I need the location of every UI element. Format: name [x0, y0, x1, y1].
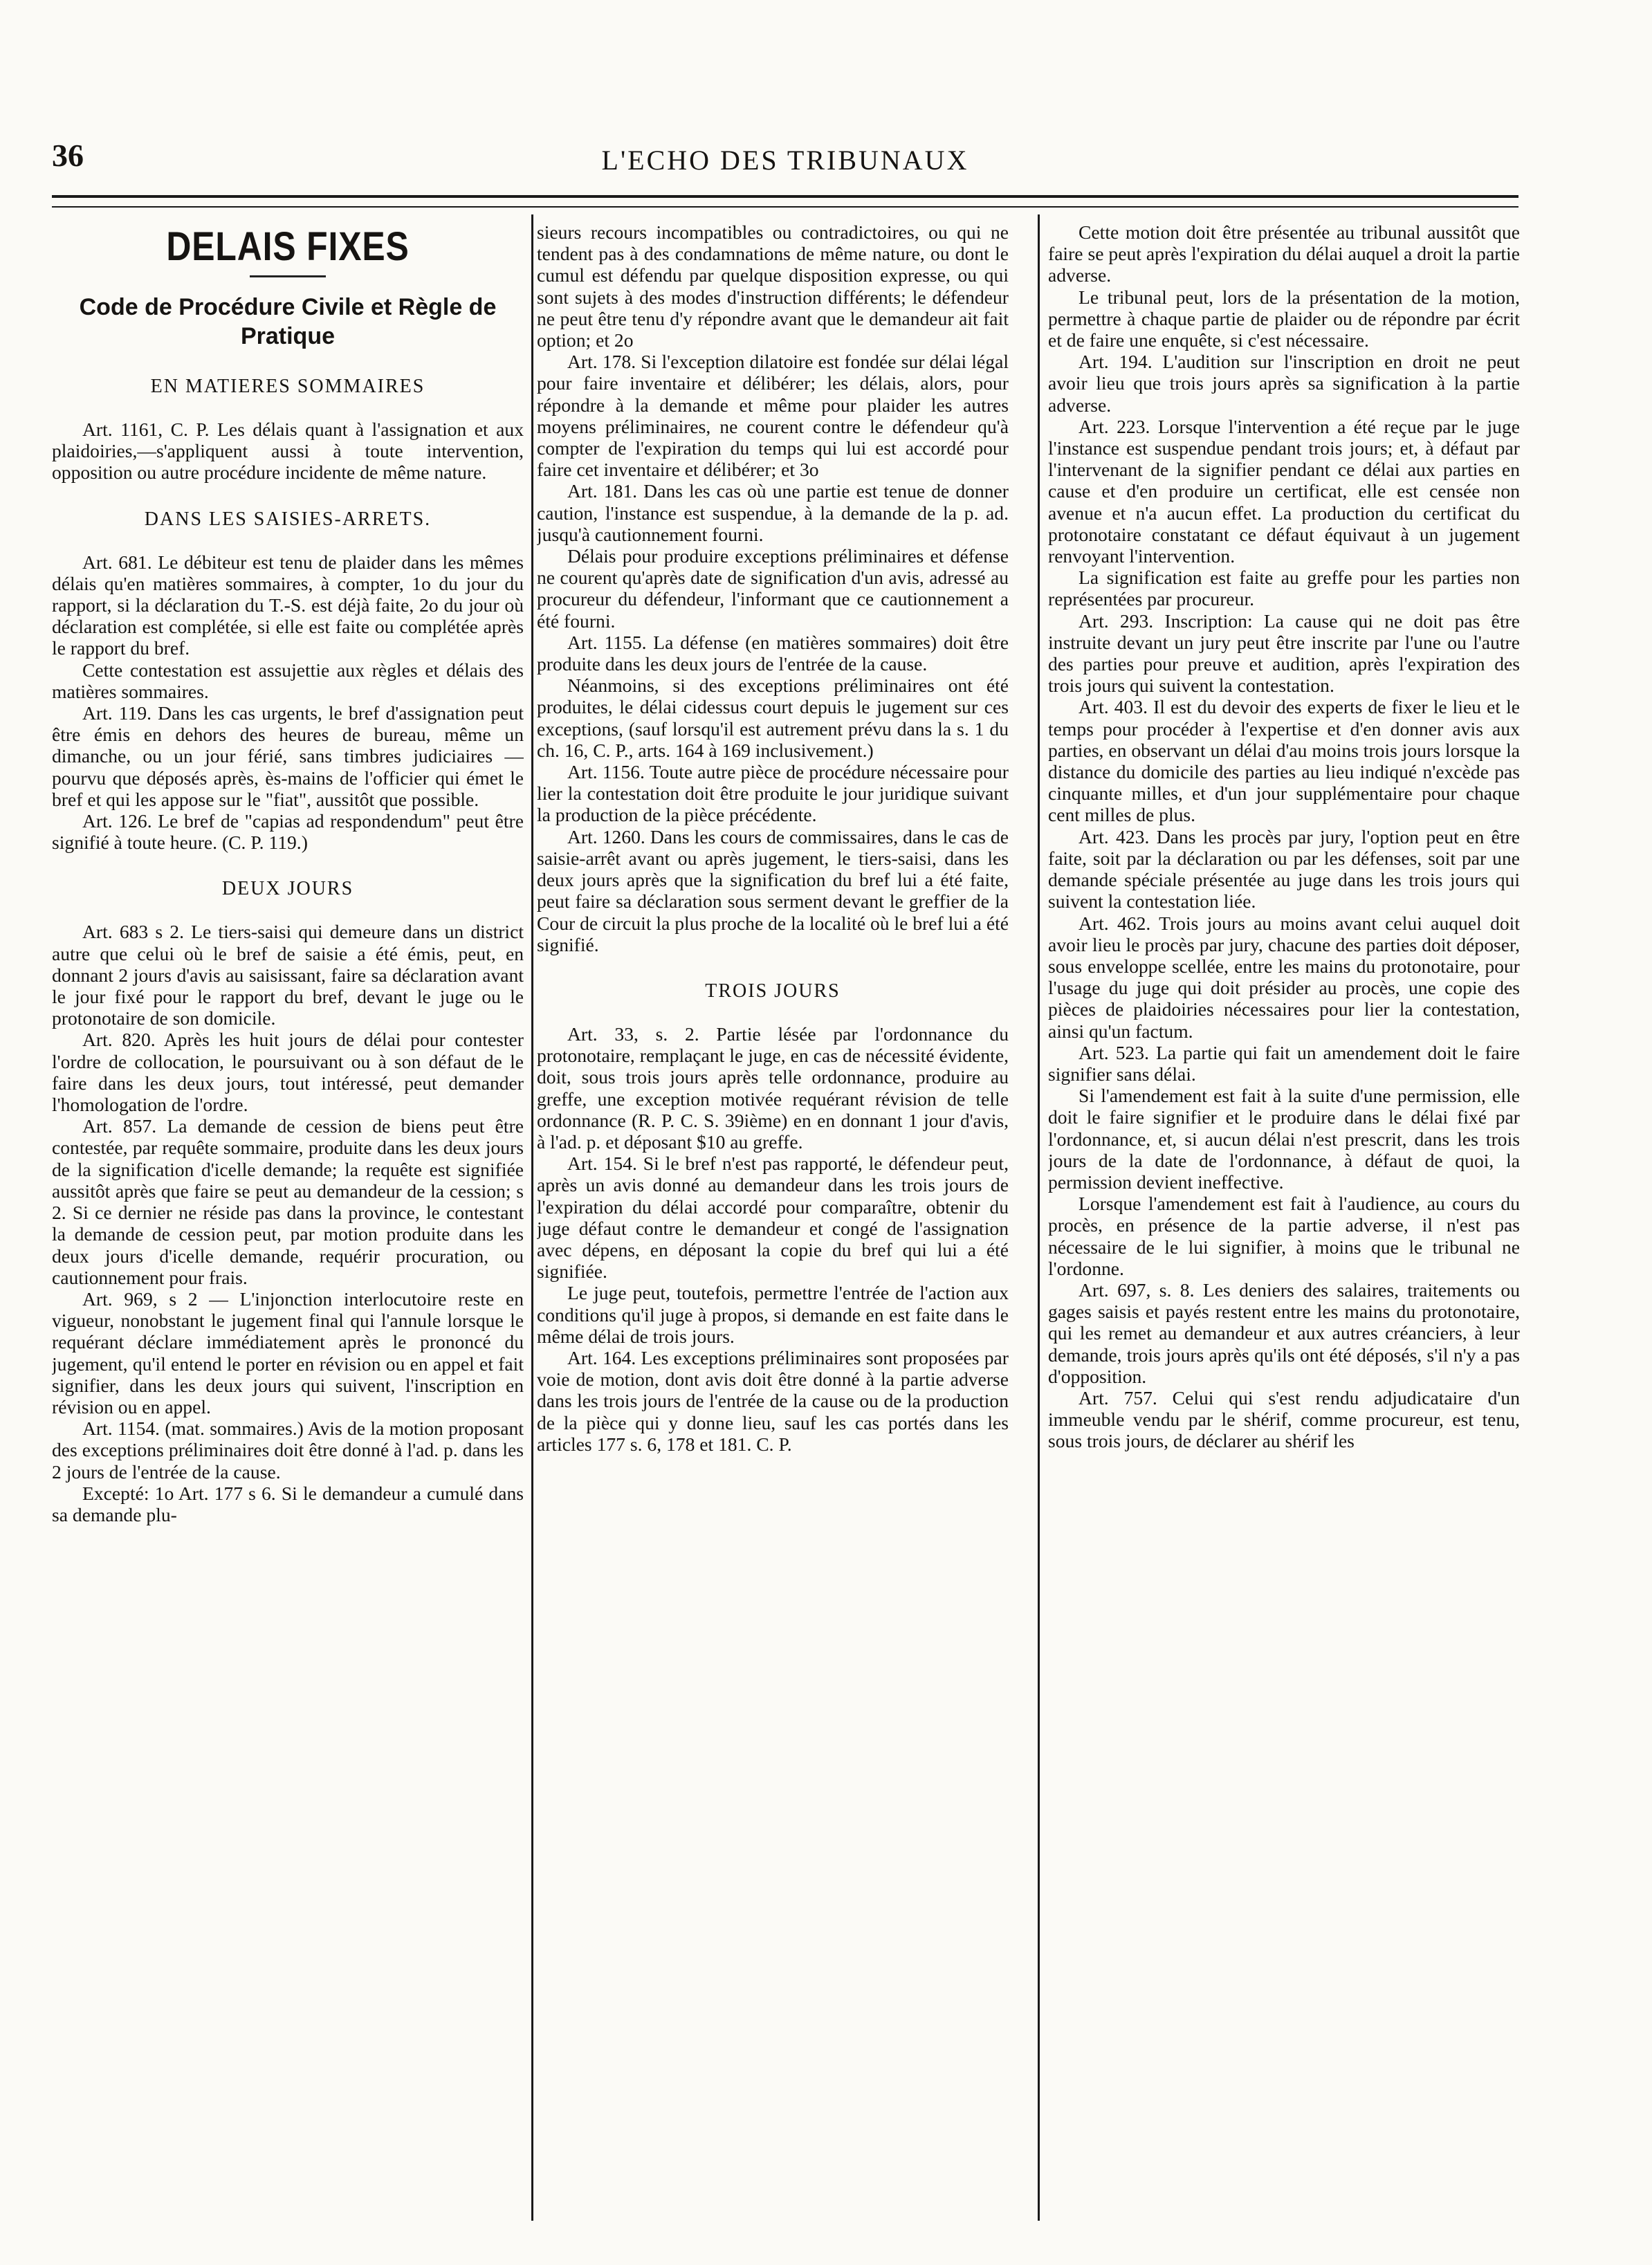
heading-trois-jours: TROIS JOURS [705, 980, 841, 1002]
column-3 [1048, 221, 1520, 2241]
article-paragraph: Le tribunal peut, lors de la présentation de la motion, permettre à chaque partie de plaider ou de répondre par écrit et de faire une enquête, si c'est nécessaire. [1048, 286, 1520, 351]
article-paragraph: La signification est faite au greffe pour les parties non représentées par procureur. [1048, 567, 1520, 610]
article-paragraph: Art. 1156. Toute autre pièce de procédure nécessaire pour lier la contestation doit être produite le jour juridique suivant la production de la pièce précédente. [537, 761, 1009, 826]
column-divider [1038, 214, 1040, 2221]
article-paragraph: Si l'amendement est fait à la suite d'une permission, elle doit le faire signifier et le produire dans le délai fixé par l'ordonnance, et, si aucun délai n'est prescrit, dans les trois jours de la date de l'ordonnance, à défaut de quoi, la permission devient ineffective. [1048, 1085, 1520, 1193]
article-paragraph: Cette contestation est assujettie aux règles et délais des matières sommaires. [52, 659, 524, 702]
article-paragraph: Art. 462. Trois jours au moins avant celui auquel doit avoir lieu le procès par jury, chacune des parties doit déposer, sous enveloppe scellée, entre les mains du protonotaire, pour l'usage du juge qui doit présider au procès, une copie des pièces de plaidoiries nécessaires pour lier la contestation, ainsi qu'un factum. [1048, 912, 1520, 1042]
column-1 [52, 221, 524, 2241]
article-paragraph: Art. 293. Inscription: La cause qui ne doit pas être instruite devant un jury peut être inscrite par l'une ou l'autre des parties pour preuve et audition, après l'expiration des trois jours qui suivent la contestation. [1048, 609, 1520, 697]
heading-matieres-sommaires: EN MATIERES SOMMAIRES [150, 376, 425, 397]
article-paragraph: Art. 119. Dans les cas urgents, le bref d'assignation peut être émis en dehors des heures de bureau, même un dimanche, ou un jour férié, sans timbres judiciaires — pourvu que déposés après, ès-mains de l'officier qui émet le bref et qui les appose sur le "fiat", aussitôt que possible. [52, 702, 524, 810]
article-paragraph: Art. 683 s 2. Le tiers-saisi qui demeure dans un district autre que celui où le bref de saisie a été émis, peut, en donnant 2 jours d'avis au saisissant, faire sa déclaration avant le jour fixé pour le rapport du bref, devant le juge ou le protonotaire de son domicile. [52, 921, 524, 1029]
section-subtitle: Code de Procédure Civile et Règle de Pratique [79, 294, 497, 349]
article-paragraph: Art. 194. L'audition sur l'inscription en droit ne peut avoir lieu que trois jours après sa signification à la partie adverse. [1048, 351, 1520, 416]
section-title: DELAIS FIXES [166, 224, 410, 269]
article-paragraph: Art. 154. Si le bref n'est pas rapporté, le défendeur peut, après un avis donné au demandeur dans les trois jours de l'expiration du délai accordé pour comparaître, obtenir du juge défaut contre le demandeur et congé de l'assignation avec dépens, en déposant la copie du bref qui lui a été signifiée. [537, 1153, 1009, 1283]
article-paragraph: Art. 1161, C. P. Les délais quant à l'assignation et aux plaidoiries,—s'appliquent aussi à toute intervention, opposition ou autre procédure incidente de même nature. [52, 419, 524, 484]
page-header [52, 131, 1518, 187]
article-paragraph: Néanmoins, si des exceptions préliminaires ont été produites, le délai cidessus court depuis le jugement sur ces exceptions, (sauf lorsqu'il est autrement prévu dans la s. 1 du ch. 16, C. P., arts. 164 à 169 inclusivement.) [537, 675, 1009, 761]
column-2 [537, 221, 1009, 2241]
article-paragraph: Art. 1260. Dans les cours de commissaires, dans le cas de saisie-arrêt avant ou après jugement, le tiers-saisi, dans les deux jours après que la signification du bref lui a été faite, peut faire sa déclaration sous serment devant le greffier de la Cour de circuit la plus proche de la localité où le bref lui a été signifié. [537, 825, 1009, 955]
article-paragraph: Art. 523. La partie qui fait un amendement doit le faire signifier sans délai. [1048, 1041, 1520, 1085]
article-paragraph: Art. 33, s. 2. Partie lésée par l'ordonnance du protonotaire, remplaçant le juge, en cas de nécessité évidente, doit, sous trois jours après telle ordonnance, produire au greffe, une exception motivée requérant révision de telle ordonnance (R. P. C. S. 39ième) en en donnant 1 jour d'avis, à l'ad. p. et déposant $10 au greffe. [537, 1023, 1009, 1153]
article-paragraph: Art. 164. Les exceptions préliminaires sont proposées par voie de motion, dont avis doit être donné à la partie adverse dans les trois jours de l'entrée de la cause ou de la production de la pièce qui y donne lieu, sauf les cas portés dans les articles 177 s. 6, 178 et 181. C. P. [537, 1346, 1009, 1455]
article-paragraph: Art. 857. La demande de cession de biens peut être contestée, par requête sommaire, produite dans les deux jours de la signification d'icelle demande; la requête est signifiée aussitôt après que faire se peut au demandeur de la cession; s 2. Si ce dernier ne réside pas dans la province, le contestant la demande de cession peut, par motion produite dans les deux jours d'icelle demande, requérir procuration, ou cautionnement pour frais. [52, 1115, 524, 1288]
page-number: 36 [52, 138, 84, 173]
column-divider [531, 214, 533, 2221]
heading-deux-jours: DEUX JOURS [221, 878, 354, 900]
article-paragraph: Excepté: 1o Art. 177 s 6. Si le demandeur a cumulé dans sa demande plu- [52, 1482, 524, 1525]
heading-saisies-arrets: DANS LES SAISIES-ARRETS. [144, 508, 432, 530]
article-paragraph: Art. 757. Celui qui s'est rendu adjudicataire d'un immeuble vendu par le shérif, comme procureur, est tenu, sous trois jours, de déclarer au shérif les [1048, 1386, 1520, 1452]
article-paragraph: Art. 1155. La défense (en matières sommaires) doit être produite dans les deux jours de l'entrée de la cause. [537, 631, 1009, 675]
article-paragraph: Art. 423. Dans les procès par jury, l'option peut en être faite, soit par la déclaration ou par les défenses, soit par une demande spéciale présentée au juge dans les trois jours qui suivent la contestation liée. [1048, 825, 1520, 913]
article-paragraph: Art. 820. Après les huit jours de délai pour contester l'ordre de collocation, le poursuivant ou à son défaut de le faire dans les deux jours, tout intéressé, peut demander l'homologation de l'ordre. [52, 1029, 524, 1116]
article-paragraph: Le juge peut, toutefois, permettre l'entrée de l'action aux conditions qu'il juge à propos, si demande en est faite dans le même délai de trois jours. [537, 1282, 1009, 1347]
article-paragraph: Art. 1154. (mat. sommaires.) Avis de la motion proposant des exceptions préliminaires doit être donné à l'ad. p. dans les 2 jours de l'entrée de la cause. [52, 1418, 524, 1483]
header-double-rule [52, 195, 1518, 208]
title-rule [250, 275, 326, 277]
article-paragraph: Art. 181. Dans les cas où une partie est tenue de donner caution, l'instance est suspendue, à la demande de la p. ad. jusqu'à cautionnement fourni. [537, 480, 1009, 545]
article-paragraph: Art. 178. Si l'exception dilatoire est fondée sur délai légal pour faire inventaire et délibérer; les délais, alors, pour répondre à la demande et même pour plaider les autres moyens préliminaires, ne courent contre le défendeur qu'à compter de l'expiration du temps qui lui est accordé pour faire cet inventaire et délibérer; et 3o [537, 351, 1009, 481]
article-paragraph: Art. 403. Il est du devoir des experts de fixer le lieu et le temps pour procéder à l'expertise et d'en donner avis aux parties, en observant un délai d'au moins trois jours lorsque la distance du domicile des parties au lieu indiqué n'excède pas cinquante milles, et d'un jour supplémentaire pour chaque cent milles de plus. [1048, 696, 1520, 826]
article-paragraph: Art. 969, s 2 — L'injonction interlocutoire reste en vigueur, nonobstant le jugement final qui l'annule lorsque le requérant déclare immédiatement après le prononcé du jugement, qu'il entend le porter en révision ou en appel et fait signifier, dans les deux jours qui suivent, l'inscription en révision ou en appel. [52, 1287, 524, 1418]
article-paragraph: Délais pour produire exceptions préliminaires et défense ne courent qu'après date de signification d'un avis, adressé au procureur du défendeur, l'informant que ce cautionnement a été fourni. [537, 545, 1009, 632]
journal-title: L'ECHO DES TRIBUNAUX [601, 145, 969, 176]
article-paragraph: Lorsque l'amendement est fait à l'audience, au cours du procès, en présence de la partie adverse, il n'est pas nécessaire de le lui signifier, à moins que le tribunal ne l'ordonne. [1048, 1193, 1520, 1279]
article-paragraph: Art. 681. Le débiteur est tenu de plaider dans les mêmes délais qu'en matières sommaires, à compter, 1o du jour du rapport, si la déclaration du T.-S. est déjà faite, 2o du jour où déclaration est complétée, si elle est faite ou complétée après le rapport du bref. [52, 551, 524, 659]
article-paragraph: Art. 223. Lorsque l'intervention a été reçue par le juge l'instance est suspendue pendant trois jours; et, à défaut par l'intervenant de la signifier pendant ce délai aux parties en cause et d'en produire un certificat, elle est censée non avenue et n'a aucun effet. La production du certificat du protonotaire constatant ce défaut équivaut à un jugement renvoyant l'intervention. [1048, 415, 1520, 567]
article-paragraph: Art. 697, s. 8. Les deniers des salaires, traitements ou gages saisis et payés restent entre les mains du protonotaire, qui les remet au demandeur et aux autres créanciers, à leur demande, trois jours après qu'ils ont été déposés, s'il n'y a pas d'opposition. [1048, 1278, 1520, 1387]
article-paragraph: Cette motion doit être présentée au tribunal aussitôt que faire se peut après l'expiration du délai auquel a droit la partie adverse. [1048, 221, 1520, 286]
article-paragraph: sieurs recours incompatibles ou contradictoires, ou qui ne tendent pas à des condamnations de même nature, ou dont le cumul est défendu par quelque disposition expresse, ou qui sont sujets à des modes d'instruction différents; le défendeur ne peut être tenu d'y répondre avant que le demandeur ait fait option; et 2o [537, 221, 1009, 351]
article-paragraph: Art. 126. Le bref de "capias ad respondendum" peut être signifié à toute heure. (C. P. 119.) [52, 810, 524, 854]
